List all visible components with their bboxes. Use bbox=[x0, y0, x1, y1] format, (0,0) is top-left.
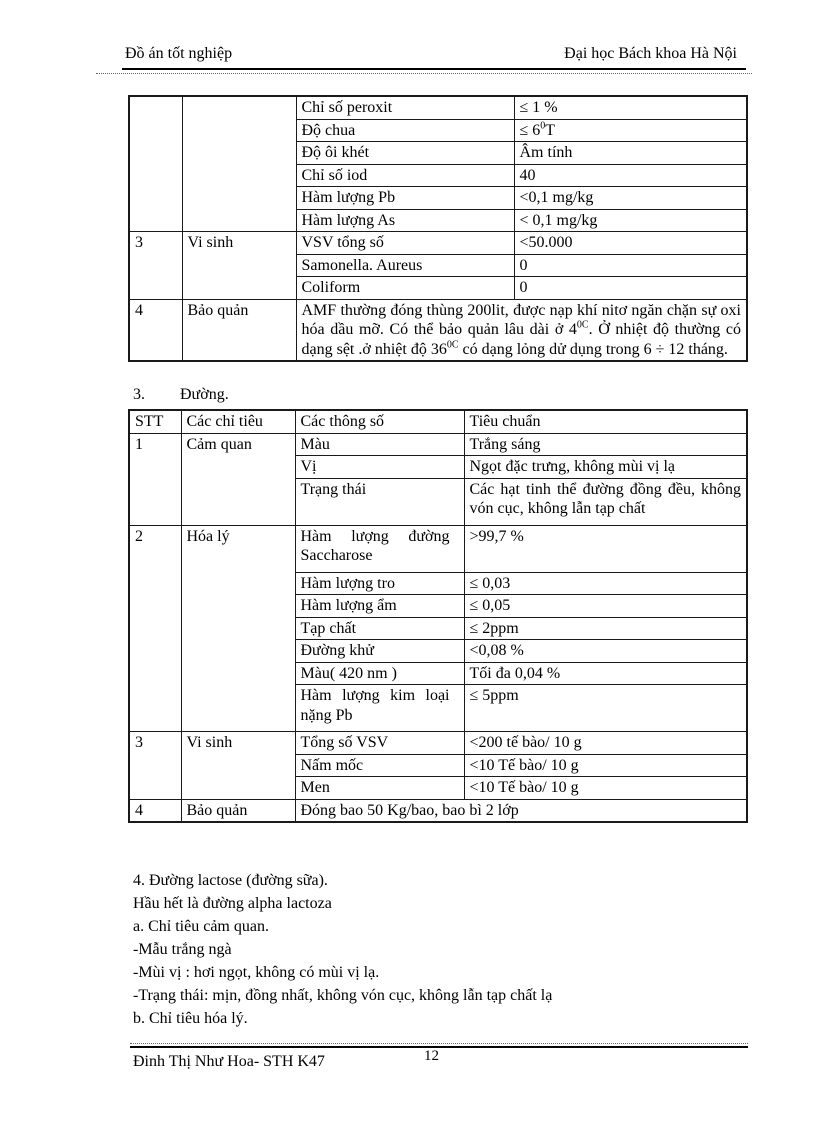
param-cell: Độ ôi khét bbox=[296, 142, 514, 165]
stt-cell: 3 bbox=[129, 732, 181, 800]
table-row bbox=[129, 799, 747, 822]
header-rule bbox=[122, 68, 746, 70]
group-cell: Vi sinh bbox=[182, 232, 296, 300]
table-header-row bbox=[129, 410, 747, 433]
text-line: b. Chỉ tiêu hóa lý. bbox=[133, 1010, 248, 1027]
stt-cell: 4 bbox=[129, 799, 181, 822]
param-cell: Nấm mốc bbox=[295, 754, 464, 777]
stt-cell: 1 bbox=[129, 433, 181, 525]
text-line: Hầu hết là đường alpha lactoza bbox=[133, 895, 332, 912]
param-cell: Hàm lượng tro bbox=[295, 572, 464, 595]
text-line: -Mẫu trắng ngà bbox=[133, 941, 232, 958]
value-cell: ≤ 0,05 bbox=[464, 595, 747, 618]
value-cell: <0,1 mg/kg bbox=[514, 187, 747, 210]
value-cell: ≤ 0,03 bbox=[464, 572, 747, 595]
text-line: -Mùi vị : hơi ngọt, không có mùi vị lạ. bbox=[133, 964, 380, 981]
table-row bbox=[129, 732, 747, 755]
footer-rule bbox=[130, 1046, 748, 1048]
storage-note-cell: Đóng bao 50 Kg/bao, bao bì 2 lớp bbox=[295, 799, 747, 822]
stt-cell: 2 bbox=[129, 525, 181, 732]
value-cell: Ngọt đặc trưng, không mùi vị lạ bbox=[464, 456, 747, 479]
sugar-spec-table bbox=[128, 409, 748, 823]
header-cell-criteria: Các chỉ tiêu bbox=[181, 410, 295, 433]
group-cell: Bảo quản bbox=[181, 799, 295, 822]
param-cell: Tạp chất bbox=[295, 617, 464, 640]
text-line: 4. Đường lactose (đường sữa). bbox=[133, 872, 328, 889]
table-row bbox=[129, 525, 747, 572]
text-line: -Trạng thái: mịn, đồng nhất, không vón cục, không lẫn tạp chất lạ bbox=[133, 987, 553, 1004]
group-cell: Hóa lý bbox=[181, 525, 295, 732]
param-cell: Hàm lượng ẩm bbox=[295, 595, 464, 618]
group-cell: Cảm quan bbox=[181, 433, 295, 525]
table-row bbox=[129, 232, 747, 255]
value-cell: 40 bbox=[514, 164, 747, 187]
param-cell: Trạng thái bbox=[295, 478, 464, 525]
param-cell: Hàm lượng Pb bbox=[296, 187, 514, 210]
param-cell: Coliform bbox=[296, 277, 514, 300]
param-cell: Men bbox=[295, 777, 464, 800]
value-cell: Âm tính bbox=[514, 142, 747, 165]
value-cell: <10 Tế bào/ 10 g bbox=[464, 777, 747, 800]
param-cell: Hàm lượng đường Saccharose bbox=[295, 525, 464, 572]
stt-cell: 3 bbox=[129, 232, 182, 300]
header-rule-dotted bbox=[96, 73, 752, 74]
value-cell: ≤ 1 % bbox=[514, 96, 747, 119]
param-cell: Hàm lượng kim loại nặng Pb bbox=[295, 685, 464, 732]
value-cell: Tối đa 0,04 % bbox=[464, 662, 747, 685]
page-header bbox=[125, 45, 737, 63]
param-cell: VSV tổng số bbox=[296, 232, 514, 255]
header-cell-standard: Tiêu chuẩn bbox=[464, 410, 747, 433]
header-cell-stt: STT bbox=[129, 410, 181, 433]
param-cell: Chỉ số iod bbox=[296, 164, 514, 187]
header-left: Đồ án tốt nghiệp bbox=[125, 45, 233, 62]
value-cell: >99,7 % bbox=[464, 525, 747, 572]
group-cell: Vi sinh bbox=[181, 732, 295, 800]
value-cell: <50.000 bbox=[514, 232, 747, 255]
amf-spec-table bbox=[128, 95, 748, 362]
param-cell: Hàm lượng As bbox=[296, 209, 514, 232]
param-cell: Chỉ số peroxit bbox=[296, 96, 514, 119]
header-right: Đại học Bách khoa Hà Nội bbox=[564, 45, 737, 62]
param-cell: Samonella. Aureus bbox=[296, 254, 514, 277]
table-row bbox=[129, 433, 747, 456]
header-cell-params: Các thông số bbox=[295, 410, 464, 433]
lactose-section bbox=[133, 869, 746, 1030]
value-cell: <200 tế bào/ 10 g bbox=[464, 732, 747, 755]
section-heading bbox=[133, 386, 746, 404]
page-number: 12 bbox=[424, 1048, 439, 1064]
value-cell: 0 bbox=[514, 254, 747, 277]
storage-note-cell: AMF thường đóng thùng 200lit, được nạp khí nitơ ngăn chặn sự oxi hóa dầu mỡ. Có thể bảo quản lâu dài ở $4^{0C}$. Ở nhiệt độ thường có dạng sệt .ở nhiệt độ $36^{0C}$ có dạng lỏng dử dụng trong 6 ÷ 12 tháng. bbox=[296, 299, 747, 361]
param-cell: Độ chua bbox=[296, 119, 514, 142]
param-cell: Tổng số VSV bbox=[295, 732, 464, 755]
stt-cell-empty bbox=[129, 96, 182, 232]
stt-cell: 4 bbox=[129, 299, 182, 361]
value-cell: ≤ 2ppm bbox=[464, 617, 747, 640]
value-cell: ≤ 5ppm bbox=[464, 685, 747, 732]
param-cell: Màu bbox=[295, 433, 464, 456]
page-content bbox=[128, 95, 746, 1030]
table-row bbox=[129, 299, 747, 361]
value-cell: <10 Tế bào/ 10 g bbox=[464, 754, 747, 777]
param-cell: Màu( 420 nm ) bbox=[295, 662, 464, 685]
value-cell: Các hạt tinh thể đường đồng đều, không vón cục, không lẫn tạp chất bbox=[464, 478, 747, 525]
value-cell: Trắng sáng bbox=[464, 433, 747, 456]
group-cell: Bảo quản bbox=[182, 299, 296, 361]
table-row bbox=[129, 96, 747, 119]
group-cell-empty bbox=[182, 96, 296, 232]
value-cell: < 0,1 mg/kg bbox=[514, 209, 747, 232]
param-cell: Vị bbox=[295, 456, 464, 479]
value-cell: ≤ $6^0T$ bbox=[514, 119, 747, 142]
section-title: Đường. bbox=[180, 386, 229, 403]
text-line: a. Chỉ tiêu cảm quan. bbox=[133, 918, 269, 935]
value-cell: 0 bbox=[514, 277, 747, 300]
param-cell: Đường khử bbox=[295, 640, 464, 663]
section-number: 3. bbox=[133, 386, 145, 403]
value-cell: <0,08 % bbox=[464, 640, 747, 663]
footer-rule-dotted bbox=[130, 1043, 748, 1044]
footer-author: Đinh Thị Như Hoa- STH K47 bbox=[133, 1053, 325, 1070]
